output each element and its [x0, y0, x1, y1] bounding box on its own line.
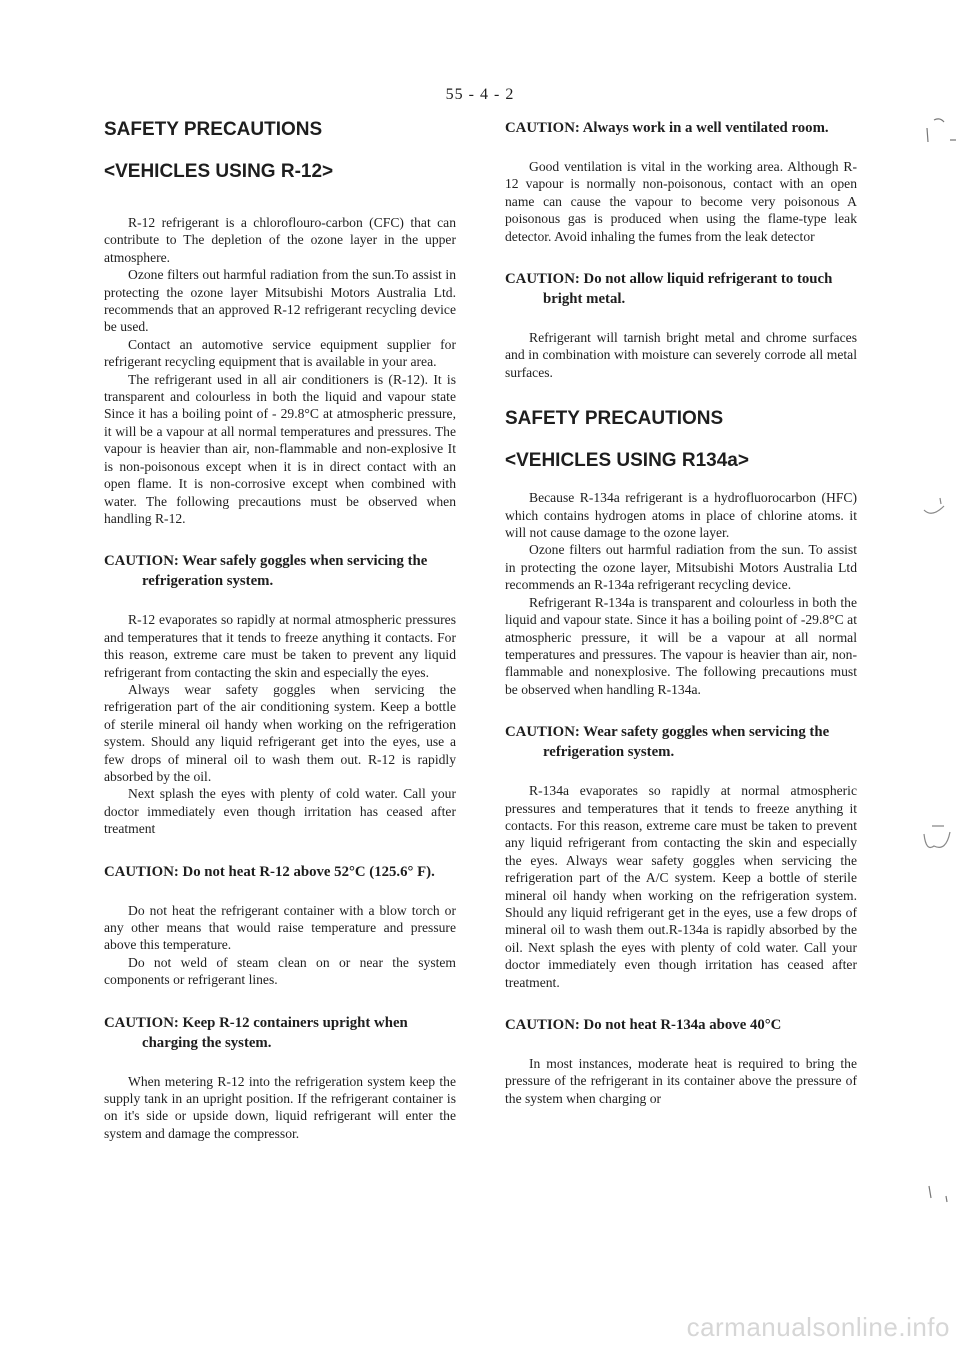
caution-heat-r12 — [104, 862, 456, 882]
caution-line: CAUTION: Wear safely goggles when servicing the — [104, 553, 428, 570]
paragraph: Good ventilation is vital in the working area. Although R-12 vapour is normally non-poisonous, contact with an open name can cause the vapour to become very poisonous A poisonous gas is produced when using the flame-type leak detector. Avoid inhaling the fumes from the leak detector — [505, 159, 857, 244]
left-column — [104, 118, 456, 1142]
caution-line: refrigeration system. — [142, 573, 274, 590]
scan-artifacts — [880, 0, 960, 1357]
section-title-r12: SAFETY PRECAUTIONS — [104, 119, 323, 140]
caution-line: CAUTION: Wear safety goggles when servicing the — [505, 724, 830, 741]
paragraph: R-12 evaporates so rapidly at normal atmospheric pressures and temperatures that it tends to freeze anything it contacts. For this reason, extreme care must be taken to prevent any liquid refrigerant from contacting the skin and especially the eyes. — [104, 612, 456, 680]
paragraph: In most instances, moderate heat is required to bring the pressure of the refrigerant in its container above the pressure of the system when charging or — [505, 1056, 857, 1106]
paragraph: Next splash the eyes with plenty of cold water. Call your doctor immediately even though irritation has ceased after treatment — [104, 786, 456, 837]
caution-goggles-r134a — [505, 722, 857, 762]
paragraph: R-12 refrigerant is a chloroflouro-carbon (CFC) that can contribute to The depletion of the ozone layer in the upper atmosphere. — [104, 215, 456, 265]
caution-upright-r12 — [104, 1013, 456, 1053]
caution-bright-metal — [505, 269, 857, 309]
paragraph: Refrigerant R-134a is transparent and colourless in both the liquid and vapour state. Since it has a boiling point of -29.8°C at atmospheric pressure, it will be a vapour at all normal temperatures and pressures. The vapour is heavier than air, non-flammable and nonexplosive. The following precautions must be observed when handling R-134a. — [505, 594, 857, 697]
right-column — [505, 118, 857, 1107]
caution-line: CAUTION: Do not heat R-12 above 52°C (125.6° F). — [104, 863, 435, 880]
paragraph: Refrigerant will tarnish bright metal and chrome surfaces and in combination with moisture can severely corrode all metal surfaces. — [505, 330, 857, 380]
paragraph: When metering R-12 into the refrigeration system keep the supply tank in an upright position. If the refrigerant container is on it's side or upside down, liquid refrigerant will enter the system and damage the compressor. — [104, 1073, 456, 1141]
paragraph: Always wear safety goggles when servicing the refrigeration part of the air conditioning system. Keep a bottle of sterile mineral oil handy when working on the refrigeration system. Should any liquid refrigerant get into the eyes, use a few drops of mineral oil to wash them out. R-12 is rapidly absorbed by the oil. — [104, 681, 456, 784]
watermark: carmanualsonline.info — [686, 1312, 950, 1342]
paragraph: R-134a evaporates so rapidly at normal atmospheric pressures and temperatures that it tends to freeze anything it contacts. For this reason, extreme care must be taken to prevent any liquid refrigerant from contacting the skin and especially the eyes. Always wear safety goggles when servicing the refrigeration part of the A/C system. Keep a bottle of sterile mineral oil handy when working on the refrigeration system. Should any liquid refrigerant get in the eyes, use a few drops of mineral oil to wash them out.R-134a is rapidly absorbed by the oil. Next splash the eyes with plenty of cold water. Call your doctor immediately even though irritation has ceased after treatment. — [505, 783, 857, 990]
page-number: 55 - 4 - 2 — [445, 86, 515, 103]
caution-line: CAUTION: Always work in a well ventilated room. — [505, 120, 829, 136]
caution-line: CAUTION: Do not allow liquid refrigerant to touch — [505, 271, 833, 288]
paragraph: The refrigerant used in all air conditioners is (R-12). It is transparent and colourless in both the liquid and vapour state Since it has a boiling point of - 29.8°C at atmospheric pressure, it will be a vapour at all normal temperatures and pressures. The vapour is heavier than air, non-flammable and non-explosive It is non-poisonous except when it is in direct contact with an open flame. It is non-corrosive except when combined with water. The following precautions must be observed when handling R-12. — [104, 371, 456, 526]
paragraph: Ozone filters out harmful radiation from the sun.To assist in protecting the ozone layer Mitsubishi Motors Australia Ltd. recommends that an approved R-12 refrigerant recycling device be used. — [104, 267, 456, 335]
paragraph: Do not weld of steam clean on or near the system components or refrigerant lines. — [104, 954, 456, 988]
caution-line: refrigeration system. — [543, 744, 675, 761]
section-title-r134a: SAFETY PRECAUTIONS — [505, 408, 724, 430]
section-subtitle-r134a: <VEHICLES USING R134a> — [505, 450, 749, 472]
caution-line: bright metal. — [543, 291, 626, 308]
paragraph: Because R-134a refrigerant is a hydrofluorocarbon (HFC) which contains hydrogen atoms in place of chlorine atoms. it will not cause damage to the ozone layer. — [505, 490, 857, 541]
caution-line: charging the system. — [142, 1034, 272, 1051]
paragraph: Do not heat the refrigerant container with a blow torch or any other means that would raise temperature and pressure above this temperature. — [104, 902, 456, 953]
caution-goggles-r12 — [104, 551, 456, 591]
caution-line: CAUTION: Keep R-12 containers upright when — [104, 1014, 408, 1031]
paragraph: Ozone filters out harmful radiation from the sun. To assist in protecting the ozone layer, Mitsubishi Motors Australia Ltd recommends an R-134a refrigerant recycling device. — [505, 542, 857, 593]
caution-ventilation — [505, 118, 857, 138]
paragraph: Contact an automotive service equipment supplier for refrigerant recycling equipment that is available in your area. — [104, 336, 456, 370]
section-subtitle-r12: <VEHICLES USING R-12> — [104, 161, 334, 182]
caution-heat-r134a — [505, 1015, 857, 1035]
caution-line: CAUTION: Do not heat R-134a above 40°C — [505, 1017, 782, 1033]
